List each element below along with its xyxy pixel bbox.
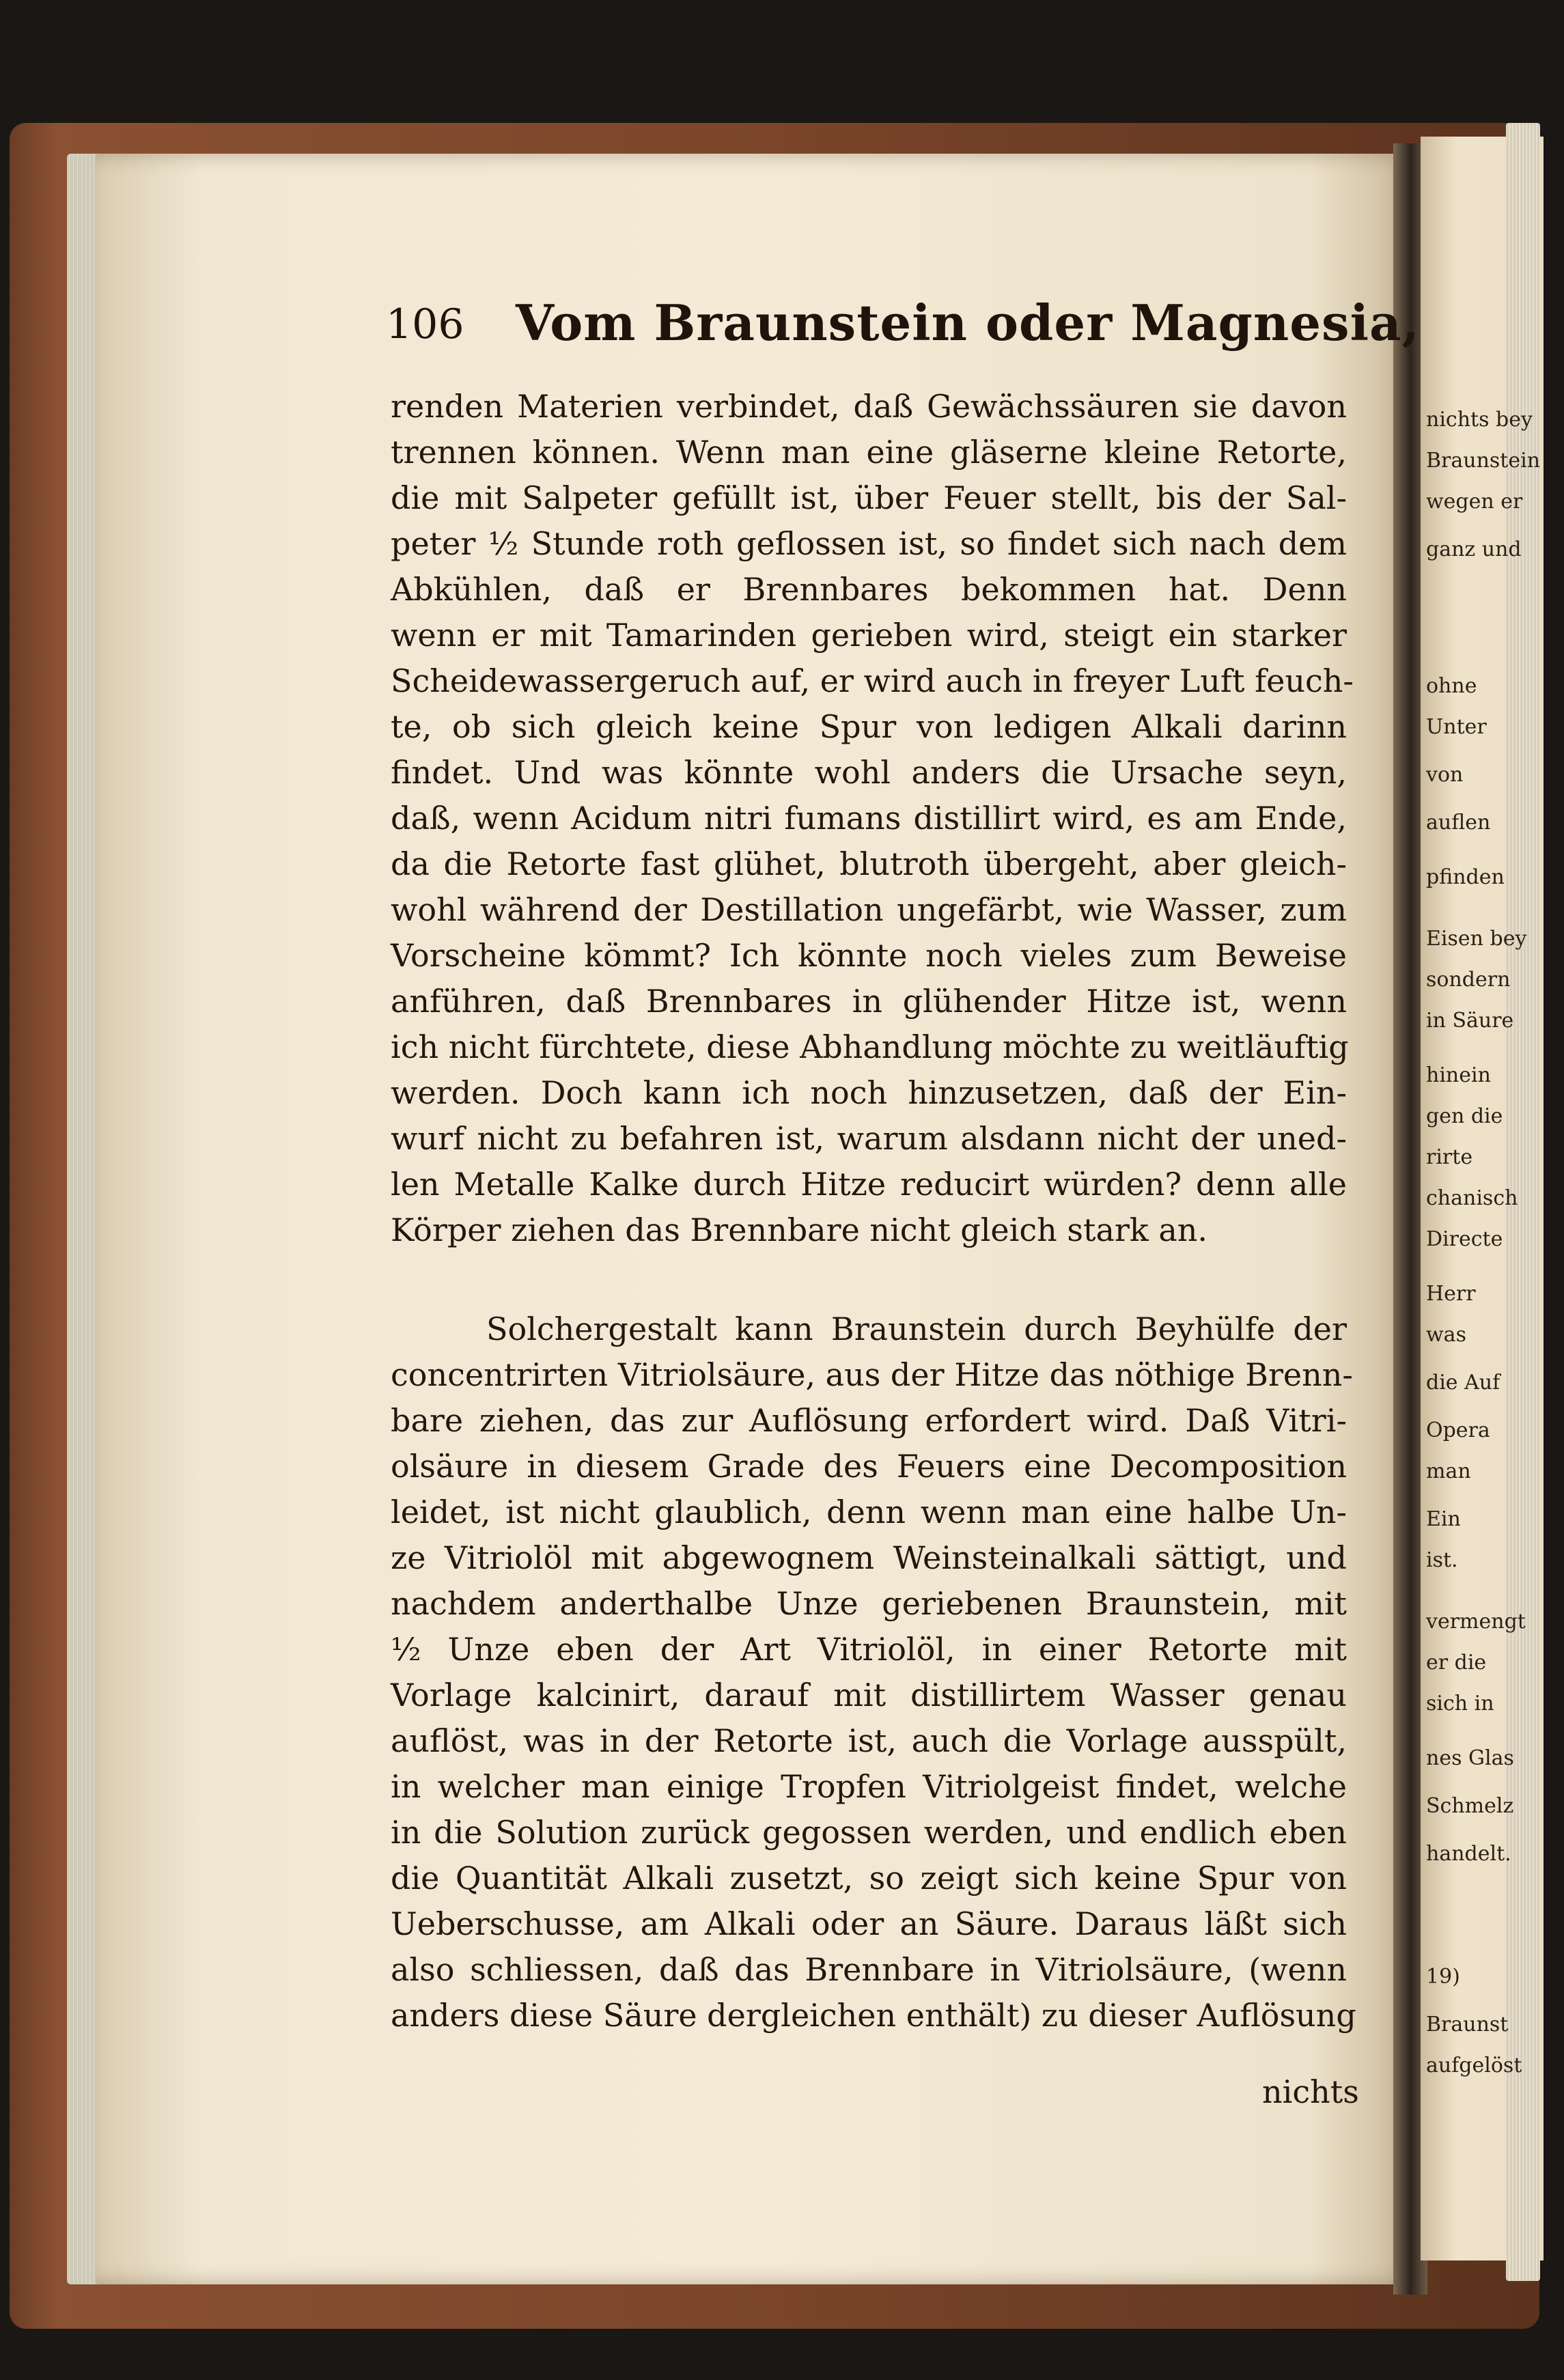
text-line: werden. Doch kann ich noch hinzusetzen, daß der Ein- xyxy=(391,1074,1347,1111)
text-line: in welcher man einige Tropfen Vitriolgeist findet, welche xyxy=(391,1768,1347,1805)
next-page-fragment: nichts bey xyxy=(1426,408,1533,432)
next-page-fragment: Opera xyxy=(1426,1418,1490,1442)
next-page-fragment: Unter xyxy=(1426,715,1487,739)
text-line: auflöst, was in der Retorte ist, auch die Vorlage ausspült, xyxy=(391,1722,1347,1759)
next-page-fragment: Herr xyxy=(1426,1282,1476,1306)
next-page-fragment: Ein xyxy=(1426,1507,1461,1531)
text-line: Vorlage kalcinirt, darauf mit distillirtem Wasser genau xyxy=(391,1677,1347,1713)
text-line: te, ob sich gleich keine Spur von ledigen Alkali darinn xyxy=(391,708,1347,745)
next-page-fragment: aufgelöst xyxy=(1426,2054,1522,2077)
body-text xyxy=(391,384,1356,2039)
next-page-fragment: chanisch xyxy=(1426,1186,1518,1210)
catchword: nichts xyxy=(1262,2073,1359,2110)
next-page-fragment: sich in xyxy=(1426,1692,1494,1716)
text-line: Abkühlen, daß er Brennbares bekommen hat. Denn xyxy=(391,571,1347,608)
paragraph-1 xyxy=(391,384,1354,1253)
next-page-fragment: in Säure xyxy=(1426,1009,1514,1033)
text-line: wurf nicht zu befahren ist, warum alsdann nicht der uned- xyxy=(391,1120,1347,1157)
text-line: Scheidewassergeruch auf, er wird auch in freyer Luft feuch- xyxy=(391,662,1354,699)
text-line: renden Materien verbindet, daß Gewächssäuren sie davon xyxy=(391,388,1347,425)
text-line: trennen können. Wenn man eine gläserne kleine Retorte, xyxy=(391,434,1347,471)
text-line: ½ Unze eben der Art Vitriolöl, in einer Retorte mit xyxy=(391,1631,1347,1668)
next-page-fragment: Eisen bey xyxy=(1426,927,1527,951)
text-line: in die Solution zurück gegossen werden, und endlich eben xyxy=(391,1814,1347,1851)
next-page-fragment: auflen xyxy=(1426,811,1491,835)
page-number: 106 xyxy=(386,300,464,348)
text-line: olsäure in diesem Grade des Feuers eine Decomposition xyxy=(391,1448,1347,1485)
text-line: da die Retorte fast glühet, blutroth übergeht, aber gleich- xyxy=(391,845,1347,882)
text-line: die mit Salpeter gefüllt ist, über Feuer stellt, bis der Sal- xyxy=(391,479,1347,516)
next-page-fragment: pfinden xyxy=(1426,865,1505,889)
paragraph-2 xyxy=(391,1306,1356,2039)
text-line: also schliessen, daß das Brennbare in Vitriolsäure, (wenn xyxy=(391,1951,1347,1988)
text-line: anführen, daß Brennbares in glühender Hitze ist, wenn xyxy=(391,983,1347,1020)
text-line: leidet, ist nicht glaublich, denn wenn man eine halbe Un- xyxy=(391,1494,1347,1530)
next-page-fragment: was xyxy=(1426,1323,1466,1347)
text-line: anders diese Säure dergleichen enthält) zu dieser Auflösung xyxy=(391,1997,1356,2034)
next-page-fragment: gen die xyxy=(1426,1104,1503,1128)
next-page-fragment: Braunst xyxy=(1426,2013,1509,2036)
next-page-fragment: handelt. xyxy=(1426,1842,1511,1866)
next-page-fragment: 19) xyxy=(1426,1965,1460,1989)
text-line: wenn er mit Tamarinden gerieben wird, steigt ein starker xyxy=(391,617,1347,654)
next-page-fragment: man xyxy=(1426,1459,1471,1483)
next-page-fragment: von xyxy=(1426,763,1464,787)
text-line: Vorscheine kömmt? Ich könnte noch vieles zum Beweise xyxy=(391,937,1347,974)
text-line: Körper ziehen das Brennbare nicht gleich stark an. xyxy=(391,1212,1208,1248)
text-line: ich nicht fürchtete, diese Abhandlung möchte zu weitläuftig xyxy=(391,1028,1349,1065)
running-title: Vom Braunstein oder Magnesia, xyxy=(516,294,1420,352)
next-page-fragment: Braunstein xyxy=(1426,449,1541,473)
text-line: Solchergestalt kann Braunstein durch Beyhülfe der xyxy=(486,1311,1347,1347)
text-line: len Metalle Kalke durch Hitze reducirt würden? denn alle xyxy=(391,1166,1347,1203)
next-page-fragment: rirte xyxy=(1426,1145,1473,1169)
next-page-fragment: nes Glas xyxy=(1426,1746,1514,1770)
text-line: Ueberschusse, am Alkali oder an Säure. Daraus läßt sich xyxy=(391,1905,1347,1942)
next-page-fragment: hinein xyxy=(1426,1063,1491,1087)
next-page-fragment: Directe xyxy=(1426,1227,1503,1251)
text-line: ze Vitriolöl mit abgewognem Weinsteinalkali sättigt, und xyxy=(391,1539,1347,1576)
text-line: nachdem anderthalbe Unze geriebenen Braunstein, mit xyxy=(391,1585,1347,1622)
text-line: die Quantität Alkali zusetzt, so zeigt sich keine Spur von xyxy=(391,1860,1347,1896)
next-page-fragment: vermengt xyxy=(1426,1610,1526,1634)
next-page-fragment: Schmelz xyxy=(1426,1794,1514,1818)
next-page-fragment: wegen er xyxy=(1426,490,1523,514)
page-header xyxy=(386,294,1420,355)
next-page-fragment: ist. xyxy=(1426,1548,1458,1572)
next-page-fragment: die Auf xyxy=(1426,1371,1500,1395)
text-line: wohl während der Destillation ungefärbt, wie Wasser, zum xyxy=(391,891,1347,928)
next-page-fragment: ganz und xyxy=(1426,537,1522,561)
text-line: peter ½ Stunde roth geflossen ist, so findet sich nach dem xyxy=(391,525,1347,562)
next-page-fragment: sondern xyxy=(1426,968,1511,992)
next-page-fragment: er die xyxy=(1426,1651,1487,1675)
text-line: bare ziehen, das zur Auflösung erfordert wird. Daß Vitri- xyxy=(391,1402,1347,1439)
next-page-fragment: ohne xyxy=(1426,674,1477,698)
text-line: concentrirten Vitriolsäure, aus der Hitze das nöthige Brenn- xyxy=(391,1356,1353,1393)
text-line: daß, wenn Acidum nitri fumans distillirt wird, es am Ende, xyxy=(391,800,1347,837)
text-line: findet. Und was könnte wohl anders die Ursache seyn, xyxy=(391,754,1347,791)
